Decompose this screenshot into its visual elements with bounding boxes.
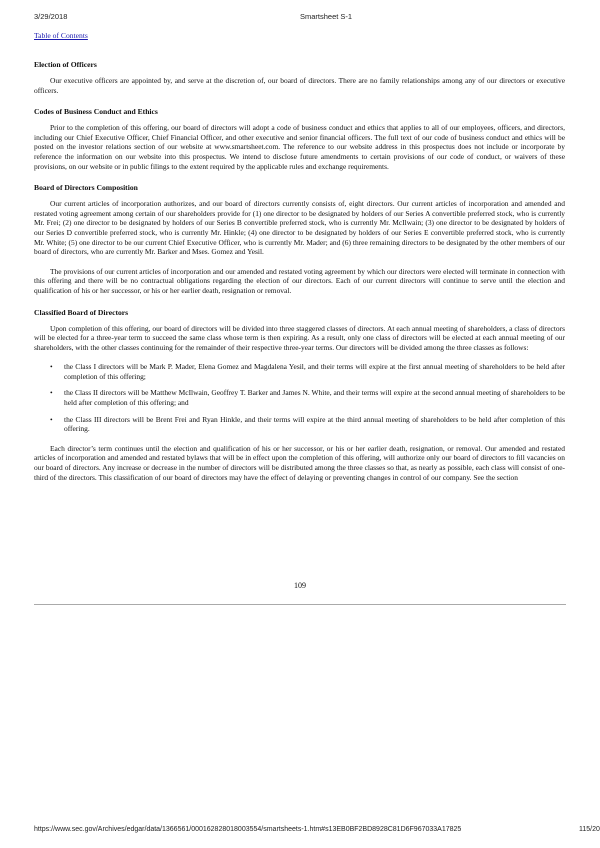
director-class-list — [34, 362, 565, 434]
footer-page-count: 115/20 — [579, 826, 600, 833]
list-item-text: the Class II directors will be Matthew McIlwain, Geoffrey T. Barker and James N. White, and their terms will expire at the second annual meeting of shareholders to be held after completion of this offering; and — [64, 388, 565, 408]
paragraph: Our current articles of incorporation authorizes, and our board of directors currently consists of, eight directors. Our current articles of incorporation and amended and restated voting agreement among certain of our shareholders provide for (1) one director to be designated by holders of our Series A convertible preferred stock, who is currently Mr. Frei; (2) one director to be designated by holders of our Series B convertible preferred stock, who is currently Mr. McIlwain; (3) one director to be designated by holders of our Series D convertible preferred stock, who is currently Mr. Hinkle; (4) one director to be designated by holders of our Series E convertible preferred stock, who is currently Mr. White; (5) one director to be our current Chief Executive Officer, who is currently Mr. Mader; and (6) three remaining directors to be designated by the other members of our board of directors, who are currently Mr. Barker and Mses. Gomez and Yesil. — [34, 199, 565, 257]
page-divider — [34, 604, 566, 605]
list-item-text: the Class III directors will be Brent Frei and Ryan Hinkle, and their terms will expire at the third annual meeting of shareholders to be held after completion of this offering. — [64, 414, 565, 434]
bullet-icon: • — [50, 414, 53, 424]
footer-url: https://www.sec.gov/Archives/edgar/data/1366561/000162828018003554/smartsheets-1.htm#s13EB0BF2BD8928C81D6F967033A17825 — [34, 826, 462, 833]
section-election-of-officers — [34, 60, 565, 95]
section-heading: Classified Board of Directors — [34, 307, 129, 317]
section-codes-of-conduct — [34, 107, 565, 171]
document-body — [34, 60, 565, 494]
paragraph: Prior to the completion of this offering, our board of directors will adopt a code of business conduct and ethics that applies to all of our employees, officers, and directors, including our Chief Executive Officer, Chief Financial Officer, and other executive and senior financial officers. The full text of our code of business conduct and ethics will be posted on the investor relations section of our website at www.smartsheet.com. The reference to our website address in this prospectus does not include or incorporate by reference the information on our website into this prospectus. We intend to disclose future amendments to certain provisions of our code of conduct, or waivers of these provisions, on our website or in public filings to the extent required by the applicable rules and exchange requirements. — [34, 123, 565, 171]
bullet-icon: • — [50, 362, 53, 372]
list-item — [34, 388, 565, 407]
paragraph: Our executive officers are appointed by, and serve at the discretion of, our board of directors. There are no family relationships among any of our directors or executive officers. — [34, 76, 565, 95]
section-heading: Board of Directors Composition — [34, 183, 138, 193]
paragraph: Each director’s term continues until the election and qualification of his or her successor, or his or her earlier death, resignation, or removal. Our amended and restated articles of incorporation and amended and restated bylaws that will be in effect upon the completion of this offering, will authorize only our board of directors to fill vacancies on our board of directors. Any increase or decrease in the number of directors will be distributed among the three classes so that, as nearly as possible, each class will consist of one-third of the directors. This classification of our board of directors may have the effect of delaying or preventing changes in control of our company. See the section — [34, 443, 565, 482]
section-classified-board — [34, 308, 565, 483]
list-item — [34, 362, 565, 381]
list-item-text: the Class I directors will be Mark P. Mader, Elena Gomez and Magdalena Yesil, and their terms will expire at the first annual meeting of shareholders to be held after completion of this offering; — [64, 362, 565, 381]
page-number: 109 — [294, 581, 306, 590]
section-board-composition — [34, 183, 565, 295]
header-title: Smartsheet S-1 — [300, 12, 353, 21]
header-date: 3/29/2018 — [34, 12, 68, 21]
list-item — [34, 415, 565, 434]
section-heading: Codes of Business Conduct and Ethics — [34, 107, 158, 117]
table-of-contents-link[interactable]: Table of Contents — [34, 31, 88, 40]
bullet-icon: • — [50, 388, 53, 398]
paragraph: The provisions of our current articles of incorporation and our amended and restated voting agreement by which our directors were elected will terminate in connection with this offering and there will be no contractual obligations regarding the election of our directors. Each of our current directors will continue to serve until the election and qualification of his or her successor, or his or her earlier death, resignation or removal. — [34, 266, 565, 295]
paragraph: Upon completion of this offering, our board of directors will be divided into three staggered classes of directors. At each annual meeting of shareholders, a class of directors will be elected for a three-year term to succeed the same class whose term is then expiring. As a result, only one class of directors will be elected at each annual meeting of our shareholders, with the other classes continuing for the remainder of their respective three-year terms. Our directors will be divided among the three classes as follows: — [34, 323, 565, 352]
section-heading: Election of Officers — [34, 60, 97, 69]
